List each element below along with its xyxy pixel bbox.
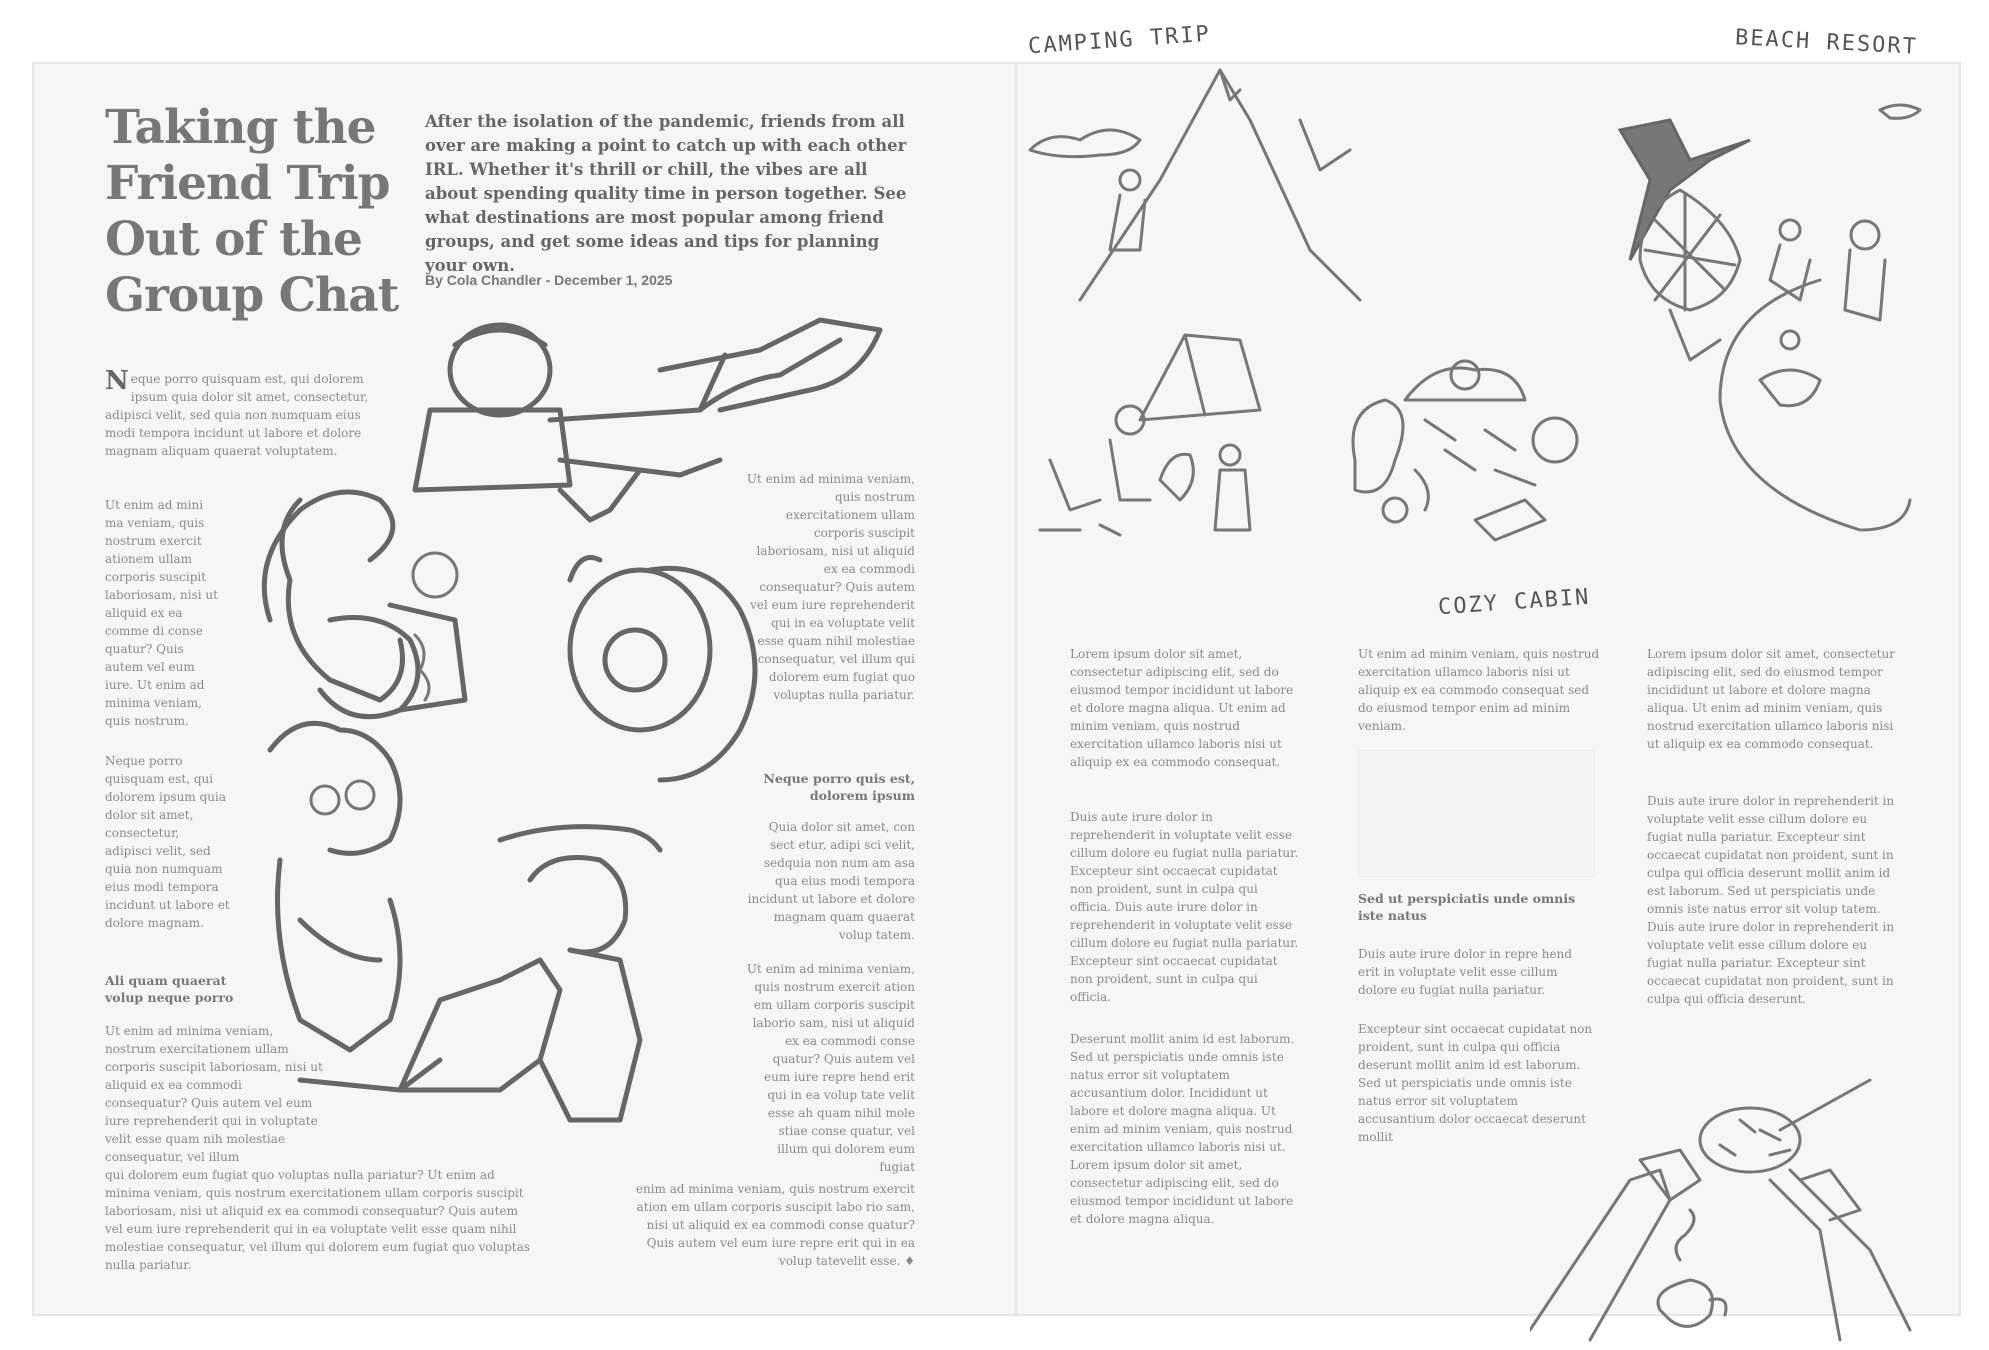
article-dek: After the isolation of the pandemic, friends from all over are making a point to catch up with each other IRL. Whether it's thrill or chill, the vibes are all about spending quality time in person together. See what destinations are most popular among friend groups, and get some ideas and tips for planning your own.	[425, 112, 907, 275]
friends-illustration	[240, 260, 940, 1140]
left-col-para-4: Ut enim ad minima veniam, nostrum exercitationem ullam corporis suscipit laboriosam, nisi ut aliquid ex ea commodi consequatur? Quis autem vel eum iure reprehenderit qui in voluptate velit esse quam nih molestiae consequatur, vel illum	[105, 1024, 323, 1164]
left-col-subhead: Ali quam quaerat volup neque porro	[105, 973, 234, 1005]
hands-illustration	[1530, 1070, 1920, 1350]
right-col-3-para-2: Duis aute irure dolor in reprehenderit in voluptate velit esse cillum dolore eu fugiat nulla pariatur. Excepteur sint occaecat cupidatat non proident, sunt in culpa qui officia deserunt mollit anim id est laborum. Sed ut perspiciatis unde omnis iste natus error sit volup tatem. Duis aute irure dolor in reprehenderit in voluptate velit esse cillum dolore eu fugiat nulla pariatur. Excepteur sint occaecat cupidatat non proident, sunt in culpa qui officia deserunt.	[1647, 794, 1895, 1006]
right-col-1-para-1: Lorem ipsum dolor sit amet, consectetur adipiscing elit, sed do eiusmod tempor incididunt ut labore et dolore magna aliqua. Ut enim ad minim veniam, quis nostrud exercitation ullamco laboris nisi ut aliquip ex ea commodo consequat.	[1070, 647, 1294, 769]
mid-col-para-3: Ut enim ad minima veniam, quis nostrum exercit ation em ullam corporis suscipit laborio sam, nisi ut aliquid ex ea commodi conse quatur? Quis autem vel eum iure repre hend erit qui in ea volup tate velit esse ah quam nihil mole stiae conse quatur, vel illum qui dolorem eum fugiat	[746, 962, 915, 1174]
right-col-2-para-1: Ut enim ad minim veniam, quis nostrud exercitation ullamco laboris nisi ut aliquip ex ea commodo consequat sed do eiusmod tempor enim ad minim veniam.	[1358, 647, 1600, 733]
right-col-2-para-3: Excepteur sint occaecat cupidatat non proident, sunt in culpa qui officia deserunt mollit anim id est laborum. Sed ut perspiciatis unde omnis iste natus error sit voluptatem accusantium dolor occaecat deserunt mollit	[1358, 1022, 1593, 1144]
right-col-2-para-2: Duis aute irure dolor in repre hend erit in voluptate velit esse cillum dolore eu fugiat nulla pariatur.	[1358, 947, 1573, 997]
right-col-1-para-2: Duis aute irure dolor in reprehenderit in voluptate velit esse cillum dolore eu fugiat nulla pariatur. Excepteur sint occaecat cupidatat non proident, sunt in culpa qui officia. Duis aute irure dolor in reprehenderit in voluptate velit esse cillum dolore eu fugiat nulla pariatur. Excepteur sint occaecat cupidatat non proident, sunt in culpa qui officia.	[1070, 810, 1299, 1004]
image-placeholder	[1358, 750, 1595, 877]
beach-illustration	[1560, 60, 1940, 560]
right-col-3-para-1: Lorem ipsum dolor sit amet, consectetur adipiscing elit, sed do eiusmod tempor incididunt ut labore et dolore magna aliqua. Ut enim ad minim veniam, quis nostrud exercitation ullamco laboris nisi ut aliquip ex ea commodo consequat.	[1647, 647, 1895, 751]
mid-col-para-1: Ut enim ad minima veniam, quis nostrum exercitationem ullam corporis suscipit laboriosam, nisi ut aliquid ex ea commodi consequatur? Quis autem vel eum iure reprehenderit qui in ea voluptate velit esse quam nihil molestiae consequatur, vel illum qui dolorem eum fugiat quo voluptas nulla pariatur.	[746, 472, 915, 702]
beach-resort-label: BEACH RESORT	[1734, 25, 1919, 60]
camping-trip-label: CAMPING TRIP	[1027, 21, 1212, 60]
article-title: Taking the Friend Trip Out of the Group Chat	[105, 100, 399, 323]
drop-cap: N	[105, 366, 129, 396]
left-col-para-1: Neque porro quisquam est, qui dolorem ipsum quia dolor sit amet, consectetur, adipisci velit, sed quia non numquam eius modi tempora incidunt ut labore et dolore magnam aliquam quaerat voluptatem.	[105, 366, 369, 458]
left-col-para-3: Neque porro quisquam est, qui dolorem ipsum quia dolor sit amet, consectetur, adipisci velit, sed quia non numquam eius modi tempora incidunt ut labore et dolore magnam.	[105, 754, 230, 930]
right-col-2-subhead: Sed ut perspiciatis unde omnis iste natus	[1358, 891, 1576, 923]
mid-col-para-3-wide: enim ad minima veniam, quis nostrum exercit ation em ullam corporis suscipit labo rio sam, nisi ut aliquid ex ea commodi conse quatur? Quis autem vel eum iure repre erit qui in ea volup tatevelit esse. ♦	[635, 1182, 915, 1268]
right-col-1-para-3: Deserunt mollit anim id est laborum. Sed ut perspiciatis unde omnis iste natus error sit voluptatem accusantium dolor. Incididunt ut labore et dolore magna aliqua. Ut enim ad minim veniam, quis nostrud exercitation ullamco laboris nisi ut. Lorem ipsum dolor sit amet, consectetur adipiscing elit, sed do eiusmod tempor incididunt ut labore et dolore magna aliqua.	[1070, 1032, 1295, 1226]
mid-col-subhead: Neque porro quis est, dolorem ipsum	[763, 771, 915, 803]
article-byline: By Cola Chandler - December 1, 2025	[425, 272, 673, 288]
left-col-para-4-wide: qui dolorem eum fugiat quo voluptas nulla pariatur? Ut enim ad minima veniam, quis nostrum exercitationem ullam corporis suscipit laboriosam, nisi ut aliquid ex ea commodi consequatur? Quis autem vel eum iure reprehenderit qui in ea voluptate velit esse quam nihil molestiae consequatur, vel illum qui dolorem eum fugiat quo voluptas nulla pariatur.	[105, 1168, 530, 1272]
cozy-cabin-label: COZY CABIN	[1437, 584, 1592, 621]
mid-col-para-2: Quia dolor sit amet, con sect etur, adipi sci velit, sedquia non num am asa qua eius modi tempora incidunt ut labore et dolore magnam quam quaerat volup tatem.	[747, 820, 915, 942]
left-col-para-2: Ut enim ad mini ma veniam, quis nostrum exercit ationem ullam corporis suscipit laboriosam, nisi ut aliquid ex ea comme di conse quatur? Quis autem vel eum iure. Ut enim ad minima veniam, quis nostrum.	[105, 498, 218, 728]
